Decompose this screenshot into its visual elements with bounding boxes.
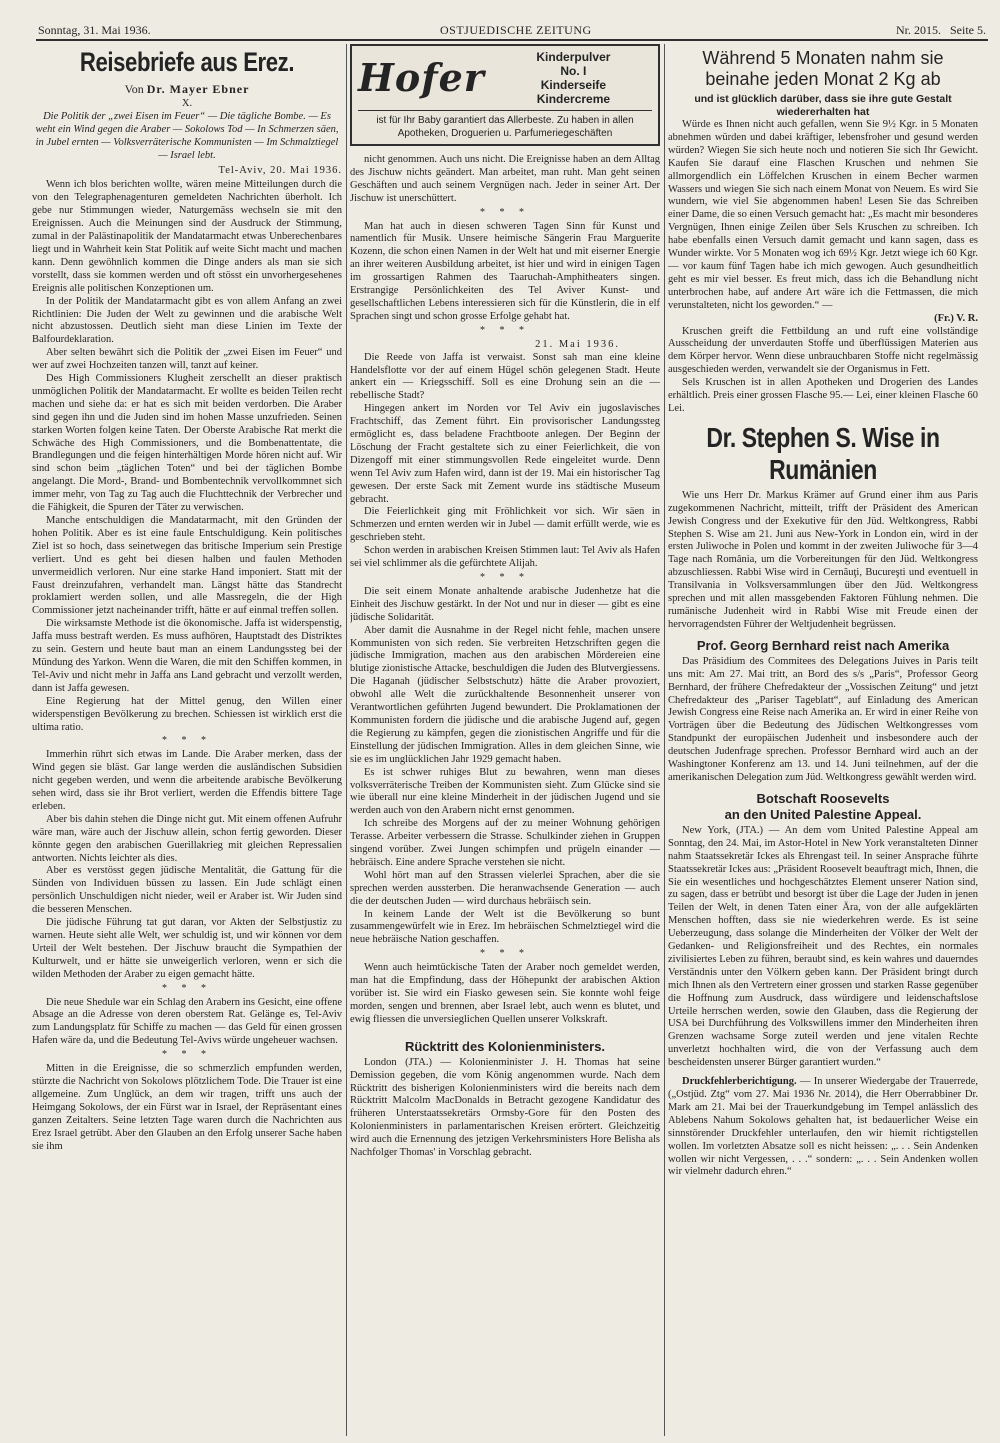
kruschen-ad-intro: und ist glücklich darüber, dass sie ihre gute Gestalt wiedererhalten hat: [694, 93, 952, 118]
dateline: Tel-Aviv, 20. Mai 1936.: [218, 164, 342, 176]
product-list: [495, 50, 652, 106]
correction-notice: [668, 1076, 978, 1179]
paragraph: Wohl hört man auf den Strassen vielerlei Sprachen, aber die sie sprechen werden aussterben. Die heranwachsende Generation — auch die der deutschen Juden — wird durchaus hebräisch sein.: [350, 869, 660, 907]
page-number: Seite 5.: [950, 23, 986, 37]
section-separator: * * *: [480, 572, 530, 583]
paragraph: Die jüdische Führung tat gut daran, vor Akten der Selbstjustiz zu warnen. Heute sieht alle Welt, wer schuldig ist, und wir können vor dem Urteil der Welt bestehen. Der Jischuw braucht die Sympathien der Kulturwelt, und er hätte sie unweigerlich verloren, wenn er sich die wilden Methoden der Araber zu eigen gemacht hätte.: [32, 917, 342, 980]
kruschen-ad-body: [668, 119, 978, 313]
article-body: New York, (JTA.) — An dem vom United Palestine Appeal am Sonntag, den 24. Mai, im Astor-Hotel in New York veranstalteten Dinner nahm Staatssekretär Ickes als Ehrengast teil. In seiner Ansprache führte Staatssekretär Ickes aus: „Präsident Roosevelt beauftragt mich, Ihnen, die Sie ein wesentliches und hochgeschätztes Element unserer Nation sind, zu sagen, dass er betrübt und besorgt ist über die Lage der Juden in jenen Teilen der Welt, in denen Taten einer Ära, von der alle aufgeklärten Menschen hofften, dass sie nie wiederkehren werde. Es ist seine Ueberzeugung, dass solange die Minderheiten der Völker der Welt der Gedanken- und Religionsfreiheit und des Rechtes, ein normales zivilisiertes Leben zu führen, beraubt sind, es kein wahres und dauerndes Verständnis unter den Völkern geben kann. Der Präsident bringt durch mich Ihnen als den Vertretern einer grossen und starken Rasse gegenüber die Hoffnung zum Ausdruck, dass würdigere und leidenschaftslose Urteile herrschen werden, sowie den Glauben, dass die Regierung der USA bei Durchführung des Volkswillens immer den Minderheiten ihren Grenzen wachsame Sorge zuteil werden und jene vitalen Rechte unverletzt hochhalten wird, die von der Verfassung auch dem bescheidensten unserer Bürger garantiert wurden.“: [668, 824, 978, 1069]
paragraph: Eine Regierung hat der Mittel genug, den Willen einer widerspenstigen Bevölkerung zu brechen. Schiessen ist wirklich erst die ultima ratio.: [32, 695, 342, 733]
article-title: Dr. Stephen S. Wise in Rumänien: [706, 421, 940, 485]
paragraph: Wenn auch heimtückische Taten der Araber noch gemeldet werden, man hat die Empfindung, dass der Höhepunkt der arabischen Aktion vorüber ist. Sie wird ein Fiasko gewesen sein. Sie konnte wohl feige morden, sengen und brennen, aber Israel lebt, auch wenn es blutet, und ewig fliessen die unversieglichen Quellen unserer Volkskraft.: [350, 962, 660, 1025]
paragraph: In keinem Lande der Welt ist die Bevölkerung so bunt zusammengewürfelt wie in Erez. Im hebräischen Schmelztiegel wird die neue hebräische Nation geschaffen.: [350, 908, 660, 946]
article-body: [350, 586, 660, 947]
part-number: X.: [181, 98, 193, 109]
article-body: [32, 179, 342, 734]
column-2: [350, 44, 660, 1436]
article-body: Das Präsidium des Commitees des Delegations Juives in Paris teilt uns mit: Am 27. Mai tritt, an Bord des s/s „Paris“, Professor Georg Bernhard, der frühere Chefredakteur der „Vossischen Zeitung“ und jetzt Chefredakteur des „Pariser Tageblatt“, auf Einladung des American Jewish Congress eine Reise nach Amerika an. Er wird in einer Reihe von Vorträgen über die Bedeutung des Jüdischen Weltkongresses vom Standpunkt der europäischen Judenheit und insbesondere auch der deutschen Judenfrage sprechen. Professor Bernhard wird auch an der Washingtoner Konferenz am 13. und 14. Juni teilnehmen, auf der die amerikanischen Delegation zum Jüd. Weltkongress gewählt werden wird.: [668, 655, 978, 783]
article-body: Wie uns Herr Dr. Markus Krämer auf Grund einer ihm aus Paris zugekommenen Nachricht, mitteilt, trifft der Präsident des American Jewish Congress und der Exekutive für den Jüd. Weltkongress, Rabbi Stephen S. Wise am 21. Juni aus New-York in London ein, wird in der ersten Juliwoche in Polen und kommt in der zweiten Juliwoche für 3—4 Tage nach România, um die Vorbereitungen für den Jüd. Weltkongress abzuschliessen. Rabbi Wise wird in Cernăuţi, Bucureşti und eventuell in Transilvania in Volksversammlungen über den Jüd. Weltkongress sprechen und mit allen massgebenden Faktoren Fühlung nehmen. Die rumänische Judenheit wird in Rabbi Wise mit Freude einen der hervorragendsten Führer der Weltjudenheit begrüssen.: [668, 489, 978, 630]
article-body: [32, 749, 342, 981]
page-header: [38, 22, 986, 38]
kruschen-ad-body: [668, 326, 978, 416]
product-name: No. I: [560, 64, 587, 78]
dateline: 21. Mai 1936.: [535, 338, 620, 350]
article-body: [350, 352, 660, 571]
column-divider: [346, 44, 347, 1436]
paragraph: Immerhin rührt sich etwas im Lande. Die Araber merken, dass der Wind gegen sie bläst. Gar lange werden die ausländischen Subsidien nicht gegeben werden, und wenn die arbeitende arabische Bevölkerung sehen wird, dass sie ihr Brot verliert, werden die Effendis bittere Tage erleben.: [32, 749, 342, 812]
article-body: [32, 1063, 342, 1153]
issue-number: Nr. 2015.: [896, 23, 941, 37]
section-separator: * * *: [162, 1049, 212, 1061]
byline: [32, 82, 342, 97]
article-body: [350, 154, 660, 206]
paragraph: Sels Kruschen ist in allen Apotheken und Drogerien des Landes erhältlich. Preis einer grossen Flasche 95.— Lei, einer kleinen Flasche 60 Lei.: [668, 377, 978, 414]
correction-body: — In unserer Wiedergabe der Trauerrede, („Ostjüd. Ztg“ vom 27. Mai 1936 Nr. 2014), die Herr Oberrabbiner Dr. Mark am 21. Mai bei der Trauerkundgebung im Tempel anlässlich des Ablebens Nahum Sokolows gehalten hat, ist bedauerlicher Weise ein sinnstörender Druckfehler unterlaufen, den wir hiemit richtigstellen wollen. Im vorletzten Absatze soll es nicht heissen: „. . . Sein Andenken wollen wir nicht Vergessen, . . .“ sondern: „. . . Sein Andenken wollen wir vielmehr dadurch ehren.“: [668, 1076, 978, 1178]
article-subtitle: Die Politik der „zwei Eisen im Feuer“ — Die tägliche Bombe. — Es weht ein Wind gegen die Araber — Sokolows Tod — In Schmerzen säen, in Jubel ernten — Volksverräterische Kommunisten — Im Schmalztiegel — Israel lebt.: [35, 110, 339, 161]
paragraph: Ich schreibe des Morgens auf der zu meiner Wohnung gehörigen Terasse. Arbeiter verbessern die Strasse. Schulkinder ziehen in Gruppen singend vorüber. Zwei Jungen schimpfen und prügeln einander — hebräisch. Eine andere Sprache verstehen sie nicht.: [350, 818, 660, 868]
paragraph: nicht genommen. Auch uns nicht. Die Ereignisse haben an dem Alltag des Jischuw nichts geändert. Man arbeitet, man ruht. Man geht seinen Geschäften und auch seinem Vergnügen nach. Jeder in seiner Art. Der Jischuw ist unerschüttert.: [350, 154, 660, 204]
correction-title: Druckfehlerberichtigung.: [682, 1076, 797, 1088]
newspaper-name: OSTJUEDISCHE ZEITUNG: [440, 23, 592, 37]
paragraph: Die Feierlichkeit ging mit Fröhlichkeit vor sich. Wir säen in Schmerzen und ernten werden wir in Jubel — damit erfüllt werde, wie es geschrieben steht.: [350, 506, 660, 544]
header-issue-page: [896, 22, 986, 38]
paragraph: Mitten in die Ereignisse, die so schmerzlich empfunden werden, stürzte die Nachricht von Sokolows plötzlichem Tode. Die Trauer ist eine allgemeine. Zum Unglück, an dem wir tragen, trifft uns auch der Heimgang Sokolows, der ein Fürst war in Israel, der Repräsentant eines ganzen Zeitalters. Seine letzten Tage waren durch die Nachrichten aus Erez Israel getrübt. Aber den Glauben an den Erfolg unserer Sache haben sie ihm: [32, 1063, 342, 1152]
article-title: Botschaft Roosevelts: [756, 790, 890, 806]
paragraph: Man hat auch in diesen schweren Tagen Sinn für Kunst und namentlich für Musik. Unsere heimische Sängerin Frau Marguerite Kozenn, die schon einen Namen in der Welt hat und mit eiserner Energie an ihrer weiteren Ausbildung arbeitet, ist hier und wird in einigen Tagen im grossartigen Rahmen des Taaruchah-Amphitheaters singen. Erstrangige Persönlichkeiten des Tel Aviver Kunst- und gesellschaftlichen Lebens interessieren sich für die Künstlerin, die in elf Sprachen singt und schon grosse Erfolge gehabt hat.: [350, 220, 660, 322]
paragraph: Manche entschuldigen die Mandatarmacht, mit den Gründen der hohen Politik. Aber es ist eine faule Entschuldigung. Kein politisches Ziel ist so hoch, dass seinetwegen das britische Imperium sein Prestige verliert. Und es geht bei diesen halben und faulen Methoden unvermeidlich verloren. Nur eine starke Hand imponiert. Statt mit der Faust dreinzufahren, verhandelt man. Längst hätte das Standrecht proklamiert werden sollen, und alle Massregeln, die der High Commissioner jetzt nacheinander trifft, hätte er auf einmal treffen sollen.: [32, 515, 342, 617]
header-date: Sonntag, 31. Mai 1936.: [38, 23, 151, 37]
header-rule: [36, 39, 988, 41]
product-name: Kinderseife: [540, 78, 607, 92]
paragraph: Aber selten bewährt sich die Politik der „zwei Eisen im Feuer“ und wer auf zwei Hochzeiten tanzen will, tanzt auf keiner.: [32, 347, 342, 372]
section-separator: * * *: [480, 948, 530, 960]
column-1: [32, 44, 342, 1436]
ad-signature: (Fr.) V. R.: [934, 312, 978, 324]
paragraph: Es ist schwer ruhiges Blut zu bewahren, wenn man dieses volksverräterische Treiben der Kommunisten sieht. Zum Glücke sind sie wie überall nur eine kleine Minderheit in der jüdischen Jugend und sie werden auch von den Arabern nicht ernst genommen.: [350, 766, 660, 817]
article-title: Prof. Georg Bernhard reist nach Amerika: [696, 637, 950, 653]
paragraph: Würde es Ihnen nicht auch gefallen, wenn Sie 9½ Kgr. in 5 Monaten abnehmen würden und dabei kräftiger, lebensfroher und gesund werden würden? Wiegen Sie sich heute noch und notieren Sie sich Ihr Gewicht. Kaufen Sie darauf eine Flaschen Kruschen und nehmen Sie allmorgendlich ein Löffelchen Kruschen in einem Becher warmen Wassers und wiegen Sie sich nach einem Monat von Neuem. Es wird Sie wundern, wie viel Sie abgenommen haben! Lesen Sie das Schreiben einer Dame, die so einen Versuch gemacht hat: „Es macht mir besonderes Vergnügen, Ihnen einige Zeilen über Sels Kruschen zu schreiben. Ich habe ebenfalls einen Versuch damit gemacht und kann sagen, dass es Wunder wirkte. Vor 5 Monaten wog ich 69½ Kgr. Jetzt wiege ich 60 Kgr. — vor kaum fünf Tagen habe ich mich gewogen. Auch gesundheitlich geht es mir viel besser. Es freut mich, dass ich die Behandlung nicht unterbrochen habe, auf andere Art wäre ich die Fettmassen, die mich verunstalteten, nicht los geworden.“ —: [668, 119, 978, 311]
article-body: [350, 221, 660, 324]
article-title: Rücktritt des Kolonienministers.: [404, 1038, 606, 1054]
section-separator: * * *: [162, 982, 212, 994]
paragraph: Aber bis dahin stehen die Dinge nicht gut. Mit einem offenen Aufruhr wäre man, wäre auch der Jischuw allein, schon fertig geworden. Dieser könnte gegen den arabischen Guerillakrieg mit gleichen Repressalien antworten. Nichts leichter als dies.: [32, 813, 342, 864]
ad-description: ist für Ihr Baby garantiert das Allerbeste. Zu haben in allen Apotheken, Droguerien u. Parfumeriegeschäften: [358, 110, 652, 140]
hofer-logo: Hofer: [358, 55, 485, 100]
column-divider: [664, 44, 665, 1436]
kruschen-ad-title: Während 5 Monaten nahm sie beinahe jeden Monat 2 Kg ab: [702, 48, 944, 89]
author-name: Dr. Mayer Ebner: [146, 82, 250, 96]
article-body: London (JTA.) — Kolonienminister J. H. Thomas hat seine Demission gegeben, die vom König angenommen wurde. Nach dem Rücktritt des bisherigen Kolonienministers wird die bereits nach dem Rücktritt Malcolm MacDonalds in Betracht gezogene Kandidatur des früheren Unterstaatssekretärs Ormsby-Gore für den Posten des Kolonienministers in parlamentarischen Kreisen erörtert. Gleichzeitig wird auch die Ernennung des jetzigen Verkehrsministers Hore Belisha als Nachfolger Thomas' in Vorschlag gebracht.: [350, 1056, 660, 1159]
article-body: [350, 962, 660, 1027]
product-name: Kinderpulver: [536, 50, 611, 64]
paragraph: Wenn ich blos berichten wollte, wären meine Mitteilungen durch die von den Telegraphenagenturen gemeldeten Nachrichten überholt. Ich gebe nur Stimmungen wieder, Naturgemäss wechseln sie mit den Ereignissen. Auch die Meinungen sind der Ausdruck der Stimmung, zumal in der Palästinapolitik der Mandatarmacht etwas Unberechenbares liegt und in Wahrheit kein Stat Politik auf weite Sicht macht und machen kann. Denn gewöhnlich kommen die Dinge anders als man sie sich vorstellt, dass sie kommen werden und oft stösst ein unvorhergesehenes Ereignis alle politischen Konzeptionen um.: [32, 179, 342, 294]
paragraph: Aber es verstösst gegen jüdische Mentalität, die Gattung für die Sünden von Individuen büssen zu lassen. Ein Jude schlägt einen persönlich Unschuldigen nicht nieder, weil er Araber ist. Wir Juden sind die besseren Menschen.: [32, 865, 342, 916]
article-title: Reisebriefe aus Erez.: [79, 47, 295, 77]
section-separator: * * *: [480, 324, 530, 336]
paragraph: In der Politik der Mandatarmacht gibt es von allem Anfang an zwei Richtlinien: Die Juden der Welt zu gewinnen und die arabische Welt nicht abzustossen. Deutlich sieht man diese Linien im Texte der Balfourdeklaration.: [32, 295, 342, 346]
product-name: Kindercreme: [536, 92, 611, 106]
column-3: [668, 44, 978, 1436]
hofer-advertisement: [350, 44, 660, 146]
byline-prefix: Von: [124, 82, 144, 96]
paragraph: Kruschen greift die Fettbildung an und ruft eine vollständige Ausscheidung der unverdauten Stoffe und überflüssigen Materien aus dem Körper hervor. Wenn diese unbrauchbaren Stoffe nicht regelmässig ausgeschieden werden, verwandelt sie der Organismus in Fett.: [668, 325, 978, 376]
paragraph: Schon werden in arabischen Kreisen Stimmen laut: Tel Aviv als Hafen sei viel schlimmer als die gefürchtete Alijah.: [350, 545, 660, 570]
paragraph: Die Reede von Jaffa ist verwaist. Sonst sah man eine kleine Handelsflotte vor der auf einem Hügel schön gelegenen Stadt. Heute ankert ein — Kriegsschiff. Soll es eine Drohung sein an die — rebellische Stadt?: [350, 351, 660, 402]
article-subtitle: an den United Palestine Appeal.: [724, 806, 922, 822]
paragraph: Die seit einem Monate anhaltende arabische Judenhetze hat die Einheit des Jischuw gestärkt. In der Not und nur in dieser — gibt es eine jüdische Solidarität.: [350, 585, 660, 623]
section-separator: * * *: [162, 735, 212, 747]
section-separator: * * *: [480, 206, 530, 218]
paragraph: Aber damit die Ausnahme in der Regel nicht fehle, machen unsere Kommunisten von sich reden. Sie verbreiten Hetzschriften gegen die jüdische Immigration, machen aus den arabischen Mördereien eine blutige zionistische Attacke, beschuldigen die Juden des Blutvergiessens. Die Haganah (jüdischer Selbstschutz) hätte die Araber provoziert, obwohl alle Welt die zurückhaltende Besonnenheit unserer von Verantwortlichen geführten Jugend bewundert. Die Proklamationen der Kommunisten fordern die jüdische und die arabische Jugend auf, gegen die Regierung zu kämpfen, gegen die zionistischen Angriffe und für die Einstellung der jüdischen Immigration. Alles in dem gleichen Sinne, wie sie es im unglücklichen Jahr 1929 gemacht haben.: [350, 624, 660, 765]
paragraph: Die wirksamste Methode ist die ökonomische. Jaffa ist widerspenstig, Jaffa muss bestraft werden. Es muss aufhören, Hauptstadt des Distriktes zu sein. Gestern und heute baut man an einem Landungssteg bei der Mündung des Yarkon. Wenn die Waren, die mit den Schiffen kommen, in Tel-Aviv und nicht mehr in Jaffa ans Land gebracht und verzollt werden, dann ist Jaffa gewesen.: [32, 618, 342, 694]
paragraph: Hingegen ankert im Norden vor Tel Aviv ein jugoslavisches Frachtschiff, das Zement führt. Ein provisorischer Landungssteg ermöglicht es, dass beladene Frachtboote anlegen. Der Beginn der Löschung der Fracht gestaltete sich zu einer Feierlichkeit, die von Dizengoff mit einer stimmungsvollen Rede eingeleitet wurde. Denn wenn Tel Aviv zum Hafen wird, dann ist der 19. Mai ein historischer Tag gewesen. Der erste Sack mit Zement wurde ins städtische Museum gebracht.: [350, 403, 660, 505]
paragraph: Die neue Shedule war ein Schlag den Arabern ins Gesicht, eine offene Absage an die Adresse von deren oberstem Rat. Gelänge es, Tel-Aviv zum Landungsplatz für Schiffe zu machen — das Geld für einen grossen Hafen wäre da, und die Bedeutung Tel-Avivs würde ungeheuer wachsen.: [32, 996, 342, 1047]
article-body: [32, 997, 342, 1049]
paragraph: Des High Commissioners Klugheit zerschellt an dieser praktisch unmöglichen Politik der Mandatarmacht. Er wollte es beiden Teilen recht machen und siehe da: er hat es sich mit beiden verdorben. Die Araber sind gegen ihn und die Juden sind im hohen Masse unzufrieden. Seinen starken Worten folgen keine Taten. Der Oberste Arabische Rat merkt die Schwäche des High Commissioners, und die Bombenattentate, die Brandlegungen und die feigen hinterhältigen Morde hören nicht auf. Wir sind schon beim „täglichen Toten“ und bei der täglichen Bombe angelangt. Die Mord-, Brand- und Bombentechnik vervollkommnet sich immer mehr, von Tag zu Tag auch die Fluchttechnik der Verbrecher und die Fähigkeit, die Spuren der Täter zu verwischen.: [32, 373, 342, 514]
